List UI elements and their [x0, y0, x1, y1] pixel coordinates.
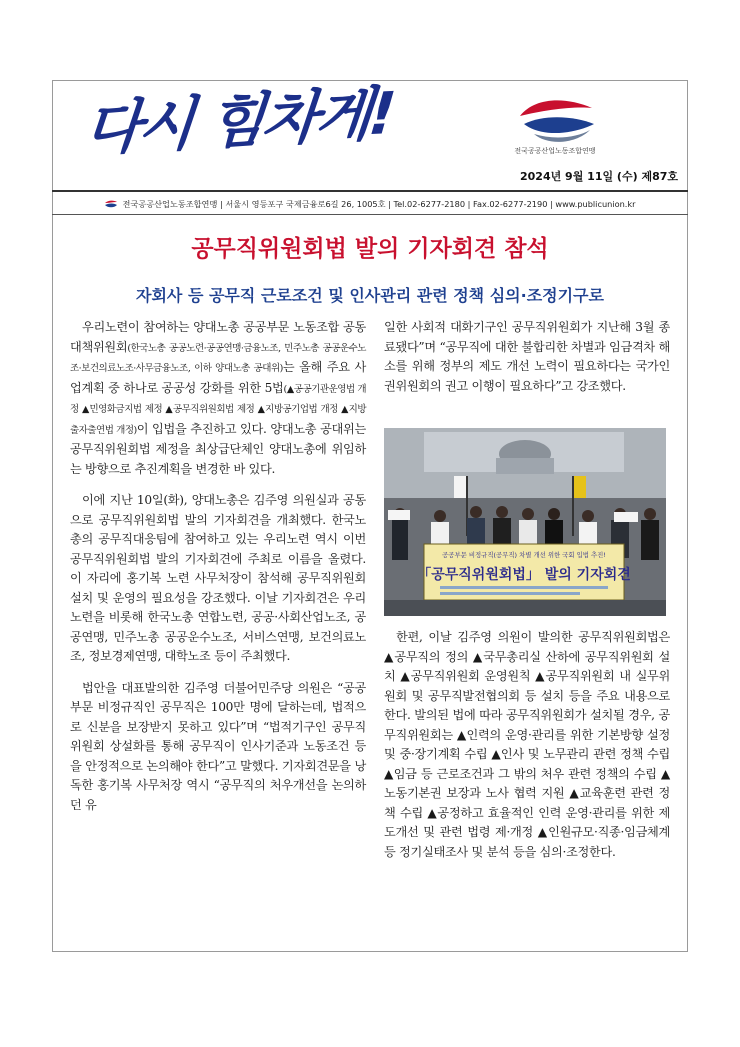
paragraph-3: 법안을 대표발의한 김주영 더불어민주당 의원은 “공공부문 비정규직인 공무직은 100만 명에 달하는데, 법적으로 신분을 보장받지 못하고 있다”며 “법적기구인 공무직위원회 상설화를 통해 공무직이 인사기준과 노동조건 등을 안정적으로 논의해야 한다”고 말했다. 기자회견문을 낭독한 홍기복 사무처장 역시 “공무직의 처우개선을 논의하던 유 [70, 680, 366, 812]
paragraph-1 [70, 318, 366, 479]
banner-title-text: 「공무직위원회법」 발의 기자회견 [417, 567, 631, 583]
press-conference-photo [384, 428, 666, 616]
article-subheadline: 자회사 등 공무직 근로조건 및 인사관리 관련 정책 심의·조정기구로 [136, 286, 604, 305]
newsletter-title: 다시 힘차게! [82, 79, 396, 163]
paragraph-4: 일한 사회적 대화기구인 공무직위원회가 지난해 3월 종료됐다”며 “공무직에 대한 불합리한 차별과 임금격차 해소를 위해 정부의 제도 개선 노력이 필요하다는 국가인권위원회의 권고 이행이 필요하다”고 강조했다. [384, 320, 670, 393]
banner-small-text: 공공부문 비정규직(공무직) 차별 개선 위한 국회 입법 추진! [442, 551, 606, 559]
issue-date: 2024년 9월 11일 (수) 제87호 [519, 170, 678, 183]
article-headline: 공무직위원회법 발의 기자회견 참석 [191, 236, 549, 262]
contact-bar [52, 195, 688, 213]
right-column-bottom [384, 628, 670, 874]
banner [417, 544, 631, 600]
paragraph-5: 한편, 이날 김주영 의원이 발의한 공무직위원회법은 ▲공무직의 정의 ▲국무총리실 산하에 공무직위원회 설치 ▲공무직위원회 운영원칙 ▲공무직위원회 내 실무위원회 및 공무직발전협의회 등 설치 등을 주요 내용으로 한다. 발의된 법에 따라 공무직위원회가 설치될 경우, 공무직위원회는 ▲인력의 운영·관리를 위한 기본방향 설정 및 중·장기계획 수립 ▲인사 및 노무관리 관련 정책 수립 ▲임금 등 근로조건과 그 밖의 처우 관련 정책의 수립 ▲노동기본권 보장과 노사 협력 지원 ▲교육훈련 관련 정책 수립 ▲공정하고 효율적인 인력 운영·관리를 위한 제도개선 및 관련 법령 제·개정 ▲인원규모·직종·임금체계 등 정기실태조사 및 분석 등을 심의·조정한다. [384, 630, 670, 859]
mini-logo-icon [104, 199, 118, 209]
paragraph-2: 이에 지난 10일(화), 양대노총은 김주영 의원실과 공동으로 공무직위원회법 발의 기자회견을 개최했다. 한국노총의 공무직대응팀에 참여하고 있는 우리노련 역시 이번 공무직위원회법 발의 기자회견에 주최로 이름을 올렸다. 이 자리에 홍기복 노련 사무처장이 참석해 공무직위원회 설치 및 운영의 필요성을 강조했다. 이날 기자회견은 우리노련을 비롯해 한국노총 연합노련, 공공·사회산업노조, 공공연맹, 민주노총 공공운수노조, 서비스연맹, 보건의료노조, 정보경제연맹, 대학노조 등이 주최했다. [70, 493, 366, 663]
masthead-rule [52, 190, 688, 192]
p1b-text: 는 올해 주요 사업계획 중 하나로 공공성 강화를 위한 5법 [70, 360, 366, 395]
p1-small2-text: (▲공공기관운영법 개정 ▲민영화금지법 제정 ▲공무직위원회법 제정 ▲지방공기업법 개정 ▲지방출자출연법 개정) [70, 383, 367, 436]
p1-text: 우리노련이 참여하는 양대노총 공공부문 노동조합 공동대책위원회 [70, 320, 366, 354]
p1c-text: 이 입법을 추진하고 있다. 양대노총 공대위는 공무직위원회법 제정을 최상급단체인 양대노총에 위임하는 방향으로 추진계획을 변경한 바 있다. [70, 421, 366, 476]
org-name: 전국공공산업노동조합연맹 [514, 147, 596, 155]
contact-rule [52, 214, 688, 215]
p1-small-text: (한국노총 공공노련·공공연맹·금융노조, 민주노총 공공운수노조·보건의료노조·사무금융노조, 이하 양대노총 공대위) [70, 342, 366, 374]
contact-text: 전국공공산업노동조합연맹 | 서울시 영등포구 국제금융로6길 26, 1005호 | Tel.02-6277-2180 | Fax.02-6277-2190 | www.publicunion.kr [122, 198, 636, 209]
right-column-top [384, 318, 670, 408]
left-column [70, 318, 366, 827]
union-logo-icon [514, 94, 598, 144]
